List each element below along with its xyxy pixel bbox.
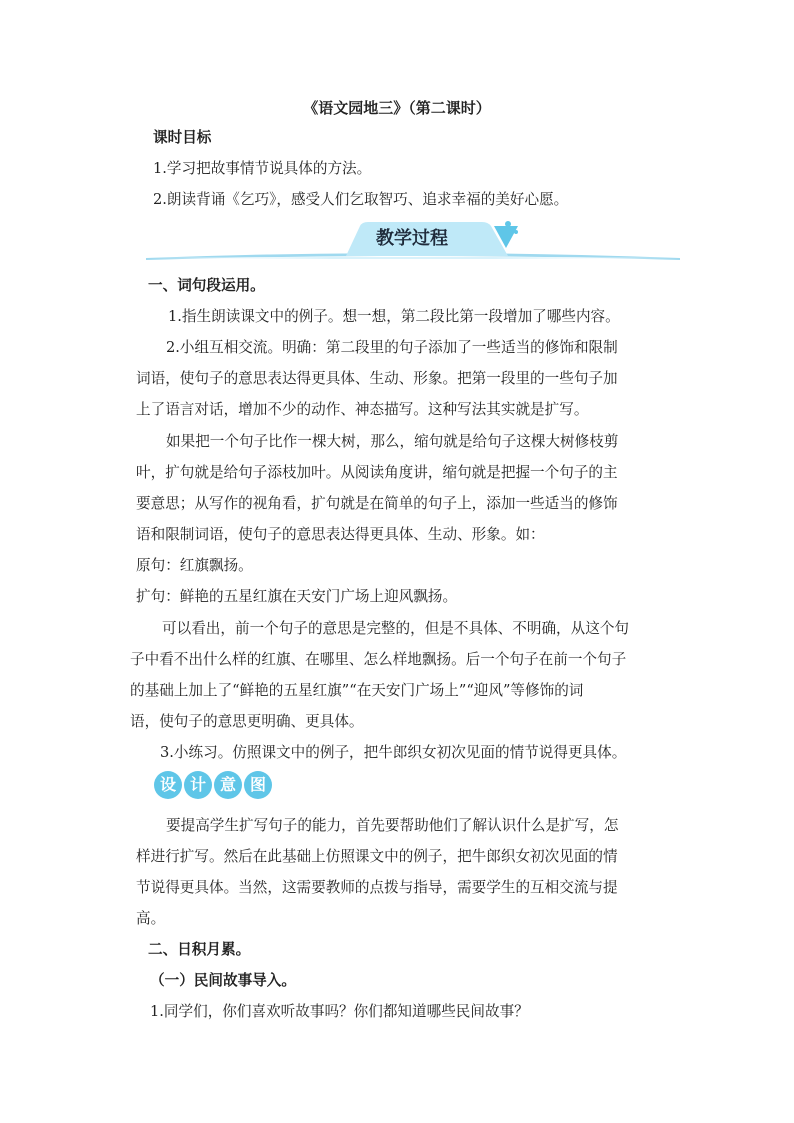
section1-p3-line-4: 语和限制词语，使句子的意思表达得更具体、生动、形象。如： (136, 526, 545, 543)
design-intent-char-2: 计 (184, 771, 212, 799)
objective-item-2: 2.朗读背诵《乞巧》，感受人们乞取智巧、追求幸福的美好心愿。 (153, 191, 569, 208)
section1-paragraph-5: 3.小练习。仿照课文中的例子，把牛郎织女初次见面的情节说得更具体。 (160, 744, 627, 761)
intent-line-1: 要提高学生扩写句子的能力，首先要帮助他们了解认识什么是扩写，怎 (166, 817, 619, 834)
section1-paragraph-1: 1.指生朗读课文中的例子。想一想，第二段比第一段增加了哪些内容。 (168, 308, 620, 325)
section1-p2-line-2: 词语，使句子的意思表达得更具体、生动、形象。把第一段里的一些句子加 (136, 370, 618, 387)
design-intent-badge (154, 771, 272, 801)
objective-item-1: 1.学习把故事情节说具体的方法。 (153, 160, 372, 177)
expanded-sentence: 扩句：鲜艳的五星红旗在天安门广场上迎风飘扬。 (136, 588, 458, 605)
design-intent-char-1: 设 (154, 771, 182, 799)
intent-line-2: 样进行扩写。然后在此基础上仿照课文中的例子，把牛郎织女初次见面的情 (136, 848, 618, 865)
design-intent-char-4: 图 (244, 771, 272, 799)
intent-line-4: 高。 (136, 910, 166, 927)
section1-p4-line-4: 语，使句子的意思更明确、更具体。 (130, 713, 364, 730)
section1-p4-line-3: 的基础上加上了“鲜艳的五星红旗”“在天安门广场上”“迎风”等修饰的词 (130, 682, 584, 699)
objectives-heading: 课时目标 (153, 129, 212, 146)
section1-p3-line-2: 叶，扩句就是给句子添枝加叶。从阅读角度讲，缩句就是把握一个句子的主 (136, 464, 618, 481)
section2-paragraph-1: 1.同学们，你们喜欢听故事吗？你们都知道哪些民间故事？ (150, 1003, 529, 1020)
section2-subheading: （一）民间故事导入。 (150, 972, 296, 989)
page-title: 《语文园地三》（第二课时） (303, 99, 491, 117)
section1-p2-line-1: 2.小组互相交流。明确：第二段里的句子添加了一些适当的修饰和限制 (166, 339, 618, 356)
intent-line-3: 节说得更具体。当然，这需要教师的点拨与指导，需要学生的互相交流与提 (136, 879, 618, 896)
teaching-process-banner (146, 218, 680, 262)
section1-p4-line-2: 子中看不出什么样的红旗、在哪里、怎么样地飘扬。后一个句子在前一个句子 (130, 651, 627, 668)
section1-p3-line-3: 要意思；从写作的视角看，扩句就是在简单的句子上，添加一些适当的修饰 (136, 495, 618, 512)
section1-p2-line-3: 上了语言对话，增加不少的动作、神态描写。这种写法其实就是扩写。 (136, 401, 589, 418)
banner-label: 教学过程 (376, 228, 448, 249)
section1-heading: 一、词句段运用。 (148, 277, 265, 294)
section2-heading: 二、日积月累。 (148, 941, 251, 958)
design-intent-char-3: 意 (214, 771, 242, 799)
original-sentence: 原句：红旗飘扬。 (136, 557, 253, 574)
section1-p3-line-1: 如果把一个句子比作一棵大树，那么，缩句就是给句子这棵大树修枝剪 (166, 433, 619, 450)
section1-p4-line-1: 可以看出，前一个句子的意思是完整的，但是不具体、不明确，从这个句 (162, 620, 630, 637)
